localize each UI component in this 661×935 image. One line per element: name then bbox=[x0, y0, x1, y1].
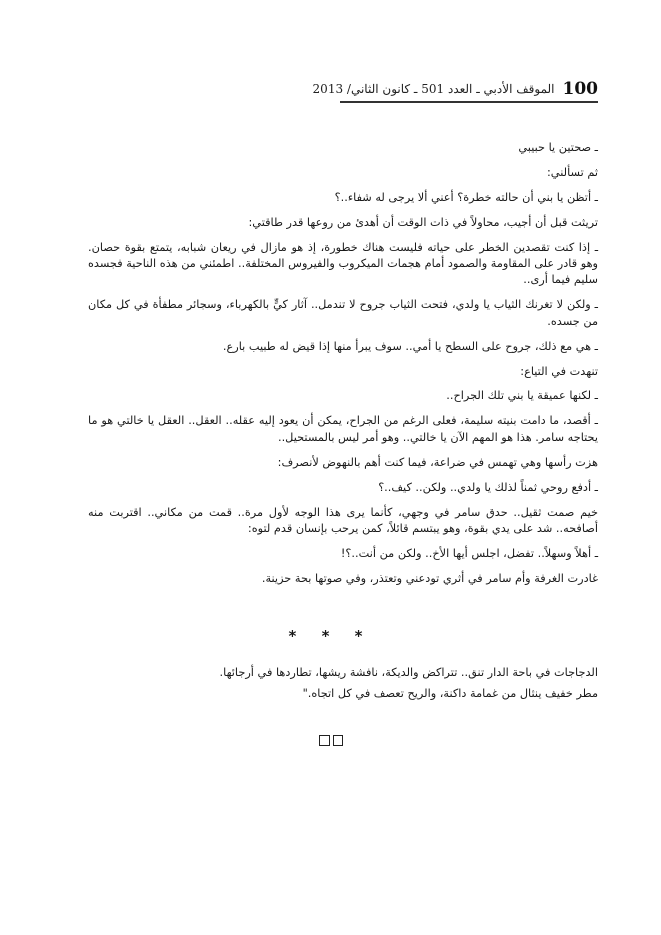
square-icon bbox=[333, 735, 344, 746]
paragraph: ثم تسألني: bbox=[547, 165, 598, 179]
page-number: 100 bbox=[562, 79, 598, 99]
paragraph: الدجاجات في باحة الدار تنق.. تتراكض والديكة، نافشة ريشها، تطاردها في أرجائها. bbox=[219, 666, 598, 679]
paragraph: ـ إذا كنت تقصدين الخطر على حياته فليست هناك خطورة، إذ هو مازال في ريعان شبابه، يتمتع بقوة حصان. وهو قادر على المقاومة والصمود أمام هجمات الميكروب والفيروس المختلفة.. اطمئني من هذه الناحية فجسده سليم فيما أرى.. bbox=[88, 240, 598, 287]
closing-section bbox=[88, 662, 598, 704]
paragraph: هزت رأسها وهي تهمس في ضراعة، فيما كنت أهم بالنهوض لأنصرف: bbox=[277, 455, 598, 469]
paragraph: تنهدت في التياع: bbox=[520, 364, 598, 378]
paragraph: ـ لكنها عميقة يا بني تلك الجراح.. bbox=[446, 389, 598, 403]
paragraph: ـ أدفع روحي ثمناً لذلك يا ولدي.. ولكن.. كيف..؟ bbox=[378, 480, 598, 494]
end-mark-icon bbox=[319, 735, 343, 747]
paragraph: ـ ولكن لا تغرنك الثياب يا ولدي، فتحت الثياب جروح لا تندمل.. آثار كيٍّ بالكهرباء، وسجائر مطفأة في كل مكان من جسده. bbox=[88, 298, 598, 328]
paragraph: تريثت قبل أن أجيب، محاولاً في ذات الوقت أن أهدئ من روعها قدر طاقتي: bbox=[248, 215, 598, 229]
paragraph: خيم صمت ثقيل.. حدق سامر في وجهي، كأنما يرى هذا الوجه لأول مرة.. قمت من مكاني.. اقتربت منه أصافحه.. شد على يدي بقوة، وهو يبتسم قائلاً، كمن يرحب بإنسان قدم لتوه: bbox=[88, 505, 598, 535]
paragraph: مطر خفيف ينثال من غمامة داكنة، والريح تعصف في كل اتجاه." bbox=[302, 687, 598, 700]
paragraph: ـ هي مع ذلك، جروح على السطح يا أمي.. سوف يبرأ منها إذا قيض له طبيب بارع. bbox=[222, 339, 598, 353]
header-rule bbox=[340, 101, 598, 103]
paragraph: ـ أتظن يا بني أن حالته خطرة؟ أعني ألا يرجى له شفاء..؟ bbox=[334, 190, 598, 204]
section-separator: * * * bbox=[288, 627, 373, 645]
paragraph: ـ صحتين يا حبيبي bbox=[518, 141, 598, 154]
paragraph: ـ أهلاً وسهلاً.. تفضل، اجلس أيها الأخ.. ولكن من أنت..؟! bbox=[340, 546, 598, 560]
paragraph: ـ أقصد، ما دامت بنيته سليمة، فعلى الرغم من الجراح، يمكن أن يعود إليه عقله.. العقل.. العقل يا خالتي هو ما يحتاجه سامر. هذا هو المهم الآن يا خالتي.. وهو أمر ليس بالمستحيل.. bbox=[88, 414, 598, 444]
story-body bbox=[88, 140, 598, 596]
square-icon bbox=[319, 735, 330, 746]
journal-title: الموقف الأدبي ـ العدد 501 ـ كانون الثاني/ 2013 bbox=[312, 82, 555, 96]
running-header bbox=[312, 78, 598, 100]
paragraph: غادرت الغرفة وأم سامر في أثري تودعني وتعتذر، وفي صوتها بحة حزينة. bbox=[261, 571, 598, 585]
